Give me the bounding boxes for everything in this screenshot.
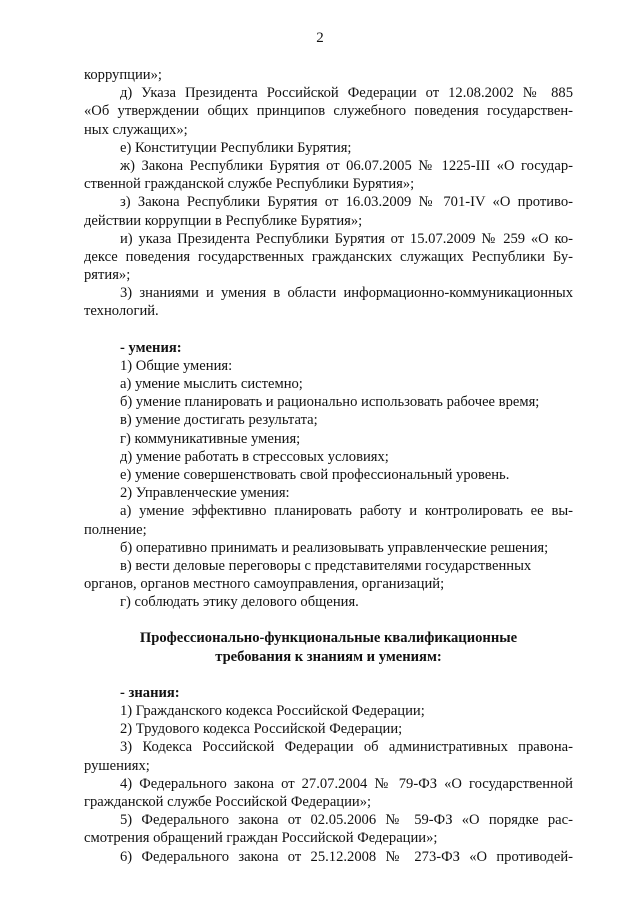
text-line: в) вести деловые переговоры с представителями государственных	[120, 557, 532, 574]
document-body	[84, 66, 573, 866]
text-line: з) Закона Республики Бурятия от 16.03.2009 № 701-IV «О противо-	[120, 194, 573, 211]
section-heading-line2: требования к знаниям и умениям:	[215, 648, 442, 665]
text-line: 2) Управленческие умения:	[120, 485, 290, 502]
text-line: 1) Общие умения:	[120, 357, 233, 374]
text-line: б) умение планировать и рационально использовать рабочее время;	[120, 394, 540, 411]
text-line: полнение;	[84, 521, 147, 538]
text-line: б) оперативно принимать и реализовывать управленческие решения;	[120, 539, 549, 556]
text-line: 2) Трудового кодекса Российской Федерации;	[120, 721, 403, 738]
text-line: ственной гражданской службе Республики Бурятия»;	[84, 176, 415, 193]
text-line: 5) Федерального закона от 02.05.2006 № 59-ФЗ «О порядке рас-	[120, 812, 573, 829]
text-line: коррупции»;	[84, 67, 162, 83]
text-line: а) умение мыслить системно;	[120, 376, 303, 392]
text-line: 3) знаниями и умения в области информационно-коммуникационных	[120, 285, 573, 302]
text-line: технологий.	[84, 303, 159, 320]
knowledge-heading: - знания:	[120, 684, 180, 701]
text-line: ж) Закона Республики Бурятия от 06.07.2005 № 1225-III «О государ-	[120, 157, 573, 174]
text-line: дексе поведения государственных гражданских служащих Республики Бу-	[84, 248, 573, 265]
text-line: е) умение совершенствовать свой профессиональный уровень.	[120, 466, 510, 483]
text-line: 1) Гражданского кодекса Российской Федерации;	[120, 703, 425, 719]
text-line: е) Конституции Республики Бурятия;	[120, 139, 352, 156]
section-heading-line1: Профессионально-функциональные квалификационные	[139, 630, 518, 647]
text-line: органов, органов местного самоуправления, организаций;	[84, 576, 445, 593]
skills-heading: - умения:	[120, 339, 182, 356]
text-line: 4) Федерального закона от 27.07.2004 № 79-ФЗ «О государственной	[120, 775, 573, 792]
text-line: рятия»;	[84, 267, 131, 284]
page-number: 2	[316, 30, 324, 46]
knowledge-list-continued	[84, 66, 573, 321]
text-line: д) умение работать в стрессовых условиях;	[120, 448, 389, 465]
text-line: гражданской службе Российской Федерации»;	[84, 793, 372, 810]
text-line: д) Указа Президента Российской Федерации от 12.08.2002 № 885	[120, 85, 573, 102]
text-line: «Об утверждении общих принципов служебного поведения государствен-	[84, 103, 573, 120]
text-line: ных служащих»;	[84, 121, 188, 138]
text-line: 3) Кодекса Российской Федерации об административных правона-	[120, 739, 573, 756]
text-line: 6) Федерального закона от 25.12.2008 № 273-ФЗ «О противодей-	[120, 848, 573, 865]
text-line: г) коммуникативные умения;	[120, 430, 301, 447]
text-line: смотрения обращений граждан Российской Федерации»;	[84, 830, 438, 847]
text-line: а) умение эффективно планировать работу и контролировать ее вы-	[120, 503, 573, 520]
text-line: г) соблюдать этику делового общения.	[120, 594, 359, 611]
text-line: и) указа Президента Республики Бурятия от 15.07.2009 № 259 «О ко-	[120, 230, 573, 247]
knowledge-list	[84, 702, 573, 866]
text-line: в) умение достигать результата;	[120, 412, 318, 429]
text-line: рушениях;	[84, 757, 150, 774]
text-line: действии коррупции в Республике Бурятия»;	[84, 212, 363, 229]
skills-list	[84, 357, 573, 612]
